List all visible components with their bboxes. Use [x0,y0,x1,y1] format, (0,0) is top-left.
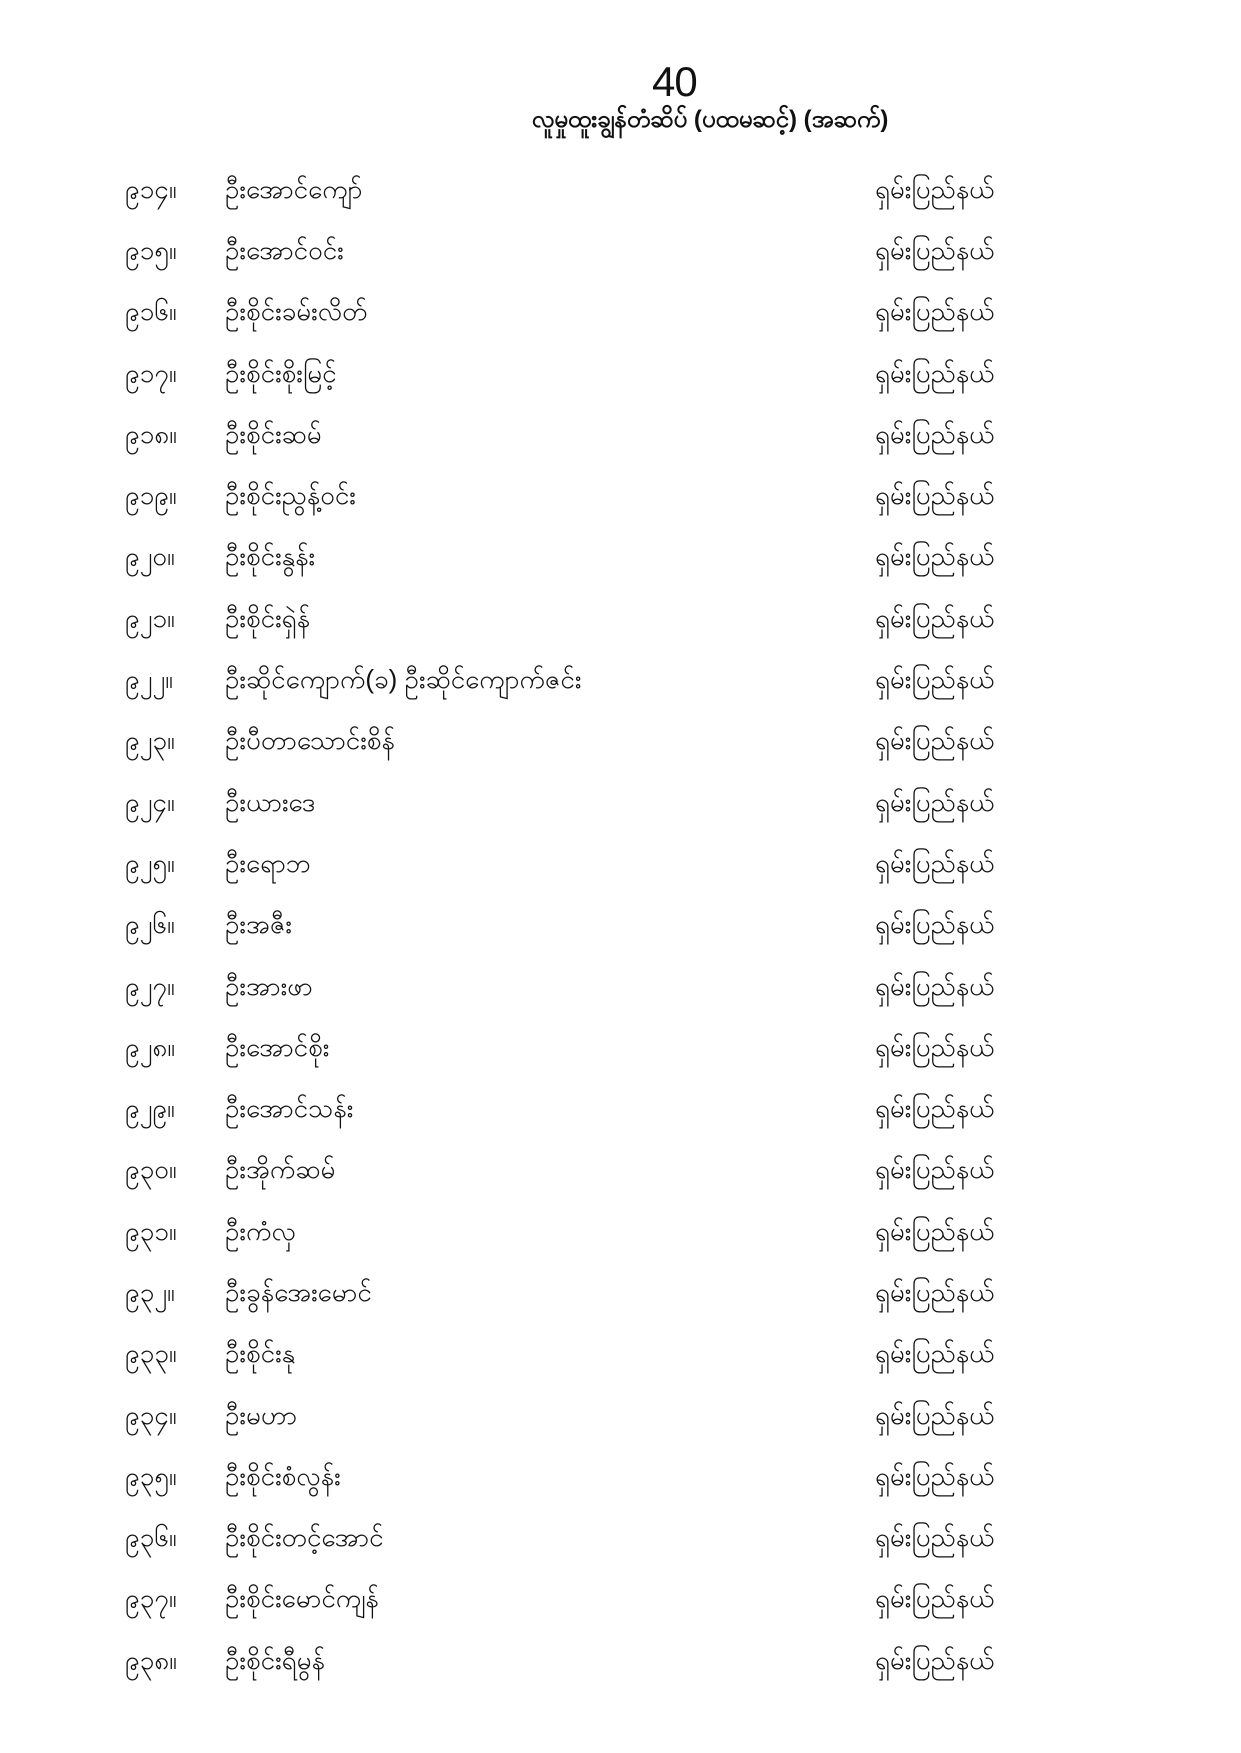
region-name: ရှမ်းပြည်နယ် [875,1399,995,1430]
region-name: ရှမ်းပြည်နယ် [875,296,995,327]
region-name: ရှမ်းပြည်နယ် [875,1644,995,1675]
region-name: ရှမ်းပြည်နယ် [875,1583,995,1614]
list-item [0,403,1241,464]
entry-number: ၉၃၃။ [125,1338,177,1369]
entry-number: ၉၁၄။ [125,173,177,204]
region-name: ရှမ်းပြည်နယ် [875,173,995,204]
list-item [0,1629,1241,1690]
recipient-name: ဦးကံလှ [225,1215,296,1246]
entry-number: ၉၃၅။ [125,1460,177,1491]
entry-number: ၉၂၄။ [125,786,175,817]
region-name: ရှမ်းပြည်နယ် [875,480,995,511]
page-number: 40 [652,58,697,105]
entry-number: ၉၂၈။ [125,1031,176,1062]
recipient-name: ဦးစိုင်းခမ်းလိတ် [225,296,368,327]
list-item [0,832,1241,893]
entry-number: ၉၂၁။ [125,602,175,633]
entry-number: ၉၃၄။ [125,1399,177,1430]
recipient-name: ဦးဆိုင်ကျောက်(ခ) ဦးဆိုင်ကျောက်ဇင်း [225,664,582,695]
region-name: ရှမ်းပြည်နယ် [875,1154,995,1185]
document-title: လူမှုထူးချွန်တံဆိပ် (ပထမဆင့်) (အဆက်) [531,106,889,133]
recipient-name: ဦးအောင်ကျော် [225,173,363,204]
entry-number: ၉၃၂။ [125,1276,175,1307]
entry-number: ၉၃၈။ [125,1644,177,1675]
entry-number: ၉၂၅။ [125,847,175,878]
list-item [0,1323,1241,1384]
region-name: ရှမ်းပြည်နယ် [875,1522,995,1553]
region-name: ရှမ်းပြည်နယ် [875,541,995,572]
recipient-name: ဦးရောဘ [225,847,311,878]
recipient-name: ဦးစိုင်းနွန်း [225,541,316,572]
region-name: ရှမ်းပြည်နယ် [875,1031,995,1062]
entry-number: ၉၂၂။ [125,664,174,695]
entry-number: ၉၃၀။ [125,1154,177,1185]
list-item [0,1261,1241,1322]
recipient-name: ဦးစိုင်းစံလွန်း [225,1460,341,1491]
recipient-name: ဦးစိုင်းရီမွန် [225,1644,325,1675]
region-name: ရှမ်းပြည်နယ် [875,786,995,817]
list-item [0,281,1241,342]
list-item [0,342,1241,403]
entry-number: ၉၂၀။ [125,541,175,572]
recipient-name: ဦးစိုင်းမောင်ကျန် [225,1583,379,1614]
entry-number: ၉၃၆။ [125,1522,177,1553]
recipient-name: ဦးစိုင်းနု [225,1338,296,1369]
recipient-name: ဦးစိုင်းဆမ် [225,418,322,449]
region-name: ရှမ်းပြည်နယ် [875,909,995,940]
list-item [0,648,1241,709]
entry-number: ၉၁၉။ [125,480,177,511]
list-item [0,464,1241,525]
region-name: ရှမ်းပြည်နယ် [875,602,995,633]
region-name: ရှမ်းပြည်နယ် [875,418,995,449]
recipient-name: ဦးအားဖာ [225,970,313,1001]
list-item [0,955,1241,1016]
entry-number: ၉၂၃။ [125,725,175,756]
recipient-name: ဦးစိုင်းစိုးမြင့် [225,357,337,388]
list-item [0,710,1241,771]
entry-number: ၉၁၈။ [125,418,177,449]
list-item [0,1445,1241,1506]
entry-number: ၉၁၆။ [125,296,177,327]
entry-number: ၉၁၇။ [125,357,177,388]
list-item [0,1077,1241,1138]
recipient-name: ဦးအိုက်ဆမ် [225,1154,336,1185]
region-name: ရှမ်းပြည်နယ် [875,234,995,265]
list-item [0,771,1241,832]
list-item [0,1568,1241,1629]
recipient-list [0,158,1241,1690]
entry-number: ၉၂၆။ [125,909,175,940]
region-name: ရှမ်းပြည်နယ် [875,970,995,1001]
recipient-name: ဦးခွန်အေးမောင် [225,1276,372,1307]
list-item [0,587,1241,648]
region-name: ရှမ်းပြည်နယ် [875,1215,995,1246]
region-name: ရှမ်းပြည်နယ် [875,664,995,695]
region-name: ရှမ်းပြည်နယ် [875,1460,995,1491]
recipient-name: ဦးအောင်ဝင်း [225,234,344,265]
region-name: ရှမ်းပြည်နယ် [875,847,995,878]
entry-number: ၉၂၉။ [125,1093,175,1124]
region-name: ရှမ်းပြည်နယ် [875,725,995,756]
region-name: ရှမ်းပြည်နယ် [875,357,995,388]
entry-number: ၉၃၁။ [125,1215,177,1246]
recipient-name: ဦးစိုင်းတင့်အောင် [225,1522,384,1553]
list-item [0,219,1241,280]
recipient-name: ဦးပီတာသောင်းစိန် [225,725,395,756]
recipient-name: ဦးအဇီး [225,909,292,940]
entry-number: ၉၂၇။ [125,970,175,1001]
recipient-name: ဦးအောင်သန်း [225,1093,354,1124]
list-item [0,1016,1241,1077]
list-item [0,1139,1241,1200]
list-item [0,894,1241,955]
region-name: ရှမ်းပြည်နယ် [875,1093,995,1124]
recipient-name: ဦးအောင်စိုး [225,1031,330,1062]
region-name: ရှမ်းပြည်နယ် [875,1338,995,1369]
list-item [0,1384,1241,1445]
entry-number: ၉၁၅။ [125,234,177,265]
recipient-name: ဦးစိုင်းညွန့်ဝင်း [225,480,356,511]
region-name: ရှမ်းပြည်နယ် [875,1276,995,1307]
list-item [0,1507,1241,1568]
recipient-name: ဦးမဟာ [225,1399,298,1430]
recipient-name: ဦးယားဒေ [225,786,316,817]
recipient-name: ဦးစိုင်းရှဲန် [225,602,311,633]
list-item [0,1200,1241,1261]
list-item [0,526,1241,587]
entry-number: ၉၃၇။ [125,1583,177,1614]
list-item [0,158,1241,219]
